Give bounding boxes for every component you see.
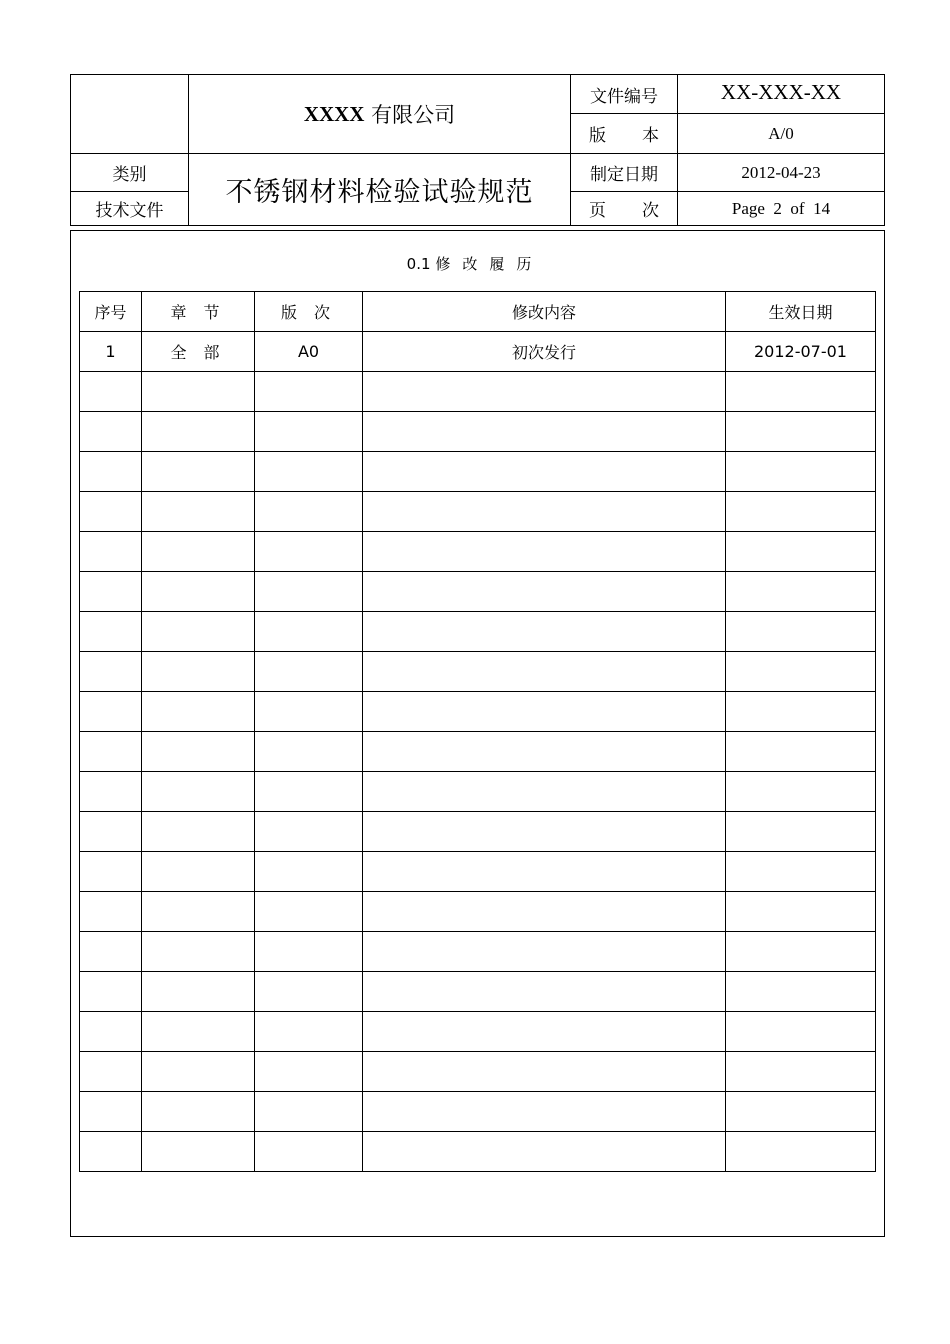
table-cell-col-version: A0 (255, 332, 363, 372)
section-title-text: 修改履历 (435, 255, 544, 273)
table-cell-col-effective-date (726, 932, 876, 972)
date-value: 2012-04-23 (741, 162, 821, 182)
table-row (80, 1052, 876, 1092)
table-cell-col-version (255, 412, 363, 452)
table-cell-col-content (363, 412, 726, 452)
table-cell-col-version (255, 852, 363, 892)
table-cell-col-chapter (142, 532, 255, 572)
table-row (80, 372, 876, 412)
table-cell-col-version (255, 732, 363, 772)
table-cell-col-effective-date (726, 692, 876, 732)
table-cell-col-version (255, 1052, 363, 1092)
table-cell-col-seq (80, 1132, 142, 1172)
table-cell-col-content (363, 1052, 726, 1092)
table-row (80, 1132, 876, 1172)
table-cell-col-seq (80, 452, 142, 492)
table-cell-col-content (363, 732, 726, 772)
table-cell-col-effective-date (726, 892, 876, 932)
table-row (80, 612, 876, 652)
table-cell-col-effective-date (726, 812, 876, 852)
table-cell-col-seq (80, 492, 142, 532)
table-cell-col-chapter (142, 1012, 255, 1052)
document-title: 不锈钢材料检验试验规范 (225, 177, 534, 208)
table-cell-col-version (255, 812, 363, 852)
table-cell-col-chapter (142, 652, 255, 692)
table-cell-col-effective-date (726, 532, 876, 572)
table-row (80, 532, 876, 572)
table-cell-col-chapter (142, 1132, 255, 1172)
table-row (80, 972, 876, 1012)
date-label: 制定日期 (590, 165, 658, 185)
header-col-seq: 序号 (80, 292, 142, 332)
category-value: 技术文件 (95, 201, 164, 221)
table-cell-col-content (363, 1012, 726, 1052)
table-row (80, 812, 876, 852)
table-header-row (80, 292, 876, 332)
table-cell-col-seq (80, 1052, 142, 1092)
table-cell-col-seq (80, 772, 142, 812)
table-cell-col-chapter (142, 1052, 255, 1092)
table-cell-col-version (255, 572, 363, 612)
table-cell-col-content (363, 932, 726, 972)
table-cell-col-chapter (142, 852, 255, 892)
header-col-version: 版 次 (255, 292, 363, 332)
table-cell-col-content (363, 692, 726, 732)
page-label-part: 页 (589, 201, 606, 221)
table-cell-col-content (363, 1132, 726, 1172)
table-cell-col-version (255, 1132, 363, 1172)
table-cell-col-content (363, 612, 726, 652)
table-cell-col-seq (80, 852, 142, 892)
table-cell-col-version (255, 372, 363, 412)
table-row (80, 652, 876, 692)
section-number: 0.1 (406, 255, 431, 273)
document-header (70, 74, 885, 226)
table-cell-col-version (255, 652, 363, 692)
table-cell-col-version (255, 892, 363, 932)
table-cell-col-effective-date (726, 852, 876, 892)
table-cell-col-seq (80, 612, 142, 652)
version-label-part: 本 (642, 126, 659, 146)
table-row (80, 772, 876, 812)
table-cell-col-version (255, 532, 363, 572)
table-cell-col-effective-date (726, 1132, 876, 1172)
table-cell-col-version (255, 1092, 363, 1132)
table-cell-col-version (255, 492, 363, 532)
table-cell-col-seq (80, 932, 142, 972)
table-row (80, 852, 876, 892)
table-cell-col-chapter (142, 932, 255, 972)
table-cell-col-seq (80, 892, 142, 932)
table-cell-col-effective-date (726, 572, 876, 612)
table-cell-col-seq (80, 1012, 142, 1052)
header-col-effective-date: 生效日期 (726, 292, 876, 332)
table-row (80, 692, 876, 732)
company-name-suffix: 有限公司 (371, 103, 456, 127)
table-cell-col-effective-date (726, 492, 876, 532)
table-row (80, 732, 876, 772)
table-cell-col-effective-date (726, 652, 876, 692)
table-row (80, 412, 876, 452)
table-cell-col-content (363, 372, 726, 412)
table-cell-col-chapter (142, 612, 255, 652)
version-value: A/0 (768, 123, 794, 143)
doc-number-value: XX-XXX-XX (720, 79, 842, 104)
table-cell-col-seq (80, 812, 142, 852)
table-cell-col-version (255, 612, 363, 652)
table-cell-col-chapter (142, 372, 255, 412)
header-col-content: 修改内容 (363, 292, 726, 332)
table-cell-col-seq (80, 412, 142, 452)
table-cell-col-chapter (142, 1092, 255, 1132)
table-cell-col-seq (80, 972, 142, 1012)
table-cell-col-effective-date (726, 372, 876, 412)
table-cell-col-chapter (142, 772, 255, 812)
header-col-chapter: 章 节 (142, 292, 255, 332)
table-cell-col-seq (80, 732, 142, 772)
table-cell-col-chapter (142, 492, 255, 532)
table-cell-col-content (363, 972, 726, 1012)
table-cell-col-version (255, 772, 363, 812)
company-name-bold: XXXX (303, 101, 365, 126)
table-cell-col-seq (80, 692, 142, 732)
table-cell-col-effective-date (726, 1092, 876, 1132)
table-cell-col-content (363, 852, 726, 892)
table-cell-col-content (363, 892, 726, 932)
table-cell-col-content (363, 492, 726, 532)
table-cell-col-seq (80, 372, 142, 412)
table-row (80, 452, 876, 492)
table-cell-col-seq (80, 532, 142, 572)
company-name (189, 75, 570, 153)
table-cell-col-effective-date (726, 1012, 876, 1052)
table-cell-col-content (363, 572, 726, 612)
table-row (80, 1012, 876, 1052)
revision-history-table (79, 291, 876, 1172)
table-row (80, 932, 876, 972)
table-cell-col-version (255, 452, 363, 492)
table-cell-col-version (255, 692, 363, 732)
table-cell-col-version (255, 932, 363, 972)
table-cell-col-content (363, 532, 726, 572)
table-cell-col-effective-date (726, 612, 876, 652)
table-cell-col-chapter (142, 452, 255, 492)
table-cell-col-version (255, 1012, 363, 1052)
table-cell-col-chapter (142, 812, 255, 852)
table-cell-col-version (255, 972, 363, 1012)
section-title (0, 253, 950, 274)
version-label (571, 114, 677, 153)
table-cell-col-effective-date (726, 412, 876, 452)
table-cell-col-content (363, 1092, 726, 1132)
table-cell-col-content (363, 772, 726, 812)
table-cell-col-seq: 1 (80, 332, 142, 372)
version-label-part: 版 (589, 126, 606, 146)
page-label (571, 192, 677, 225)
table-cell-col-content (363, 812, 726, 852)
table-cell-col-effective-date (726, 1052, 876, 1092)
doc-number-label: 文件编号 (590, 86, 658, 107)
table-cell-col-content: 初次发行 (363, 332, 726, 372)
table-cell-col-seq (80, 1092, 142, 1132)
table-cell-col-effective-date (726, 772, 876, 812)
table-row (80, 572, 876, 612)
page-label-part: 次 (642, 201, 659, 221)
table-cell-col-seq (80, 572, 142, 612)
table-cell-col-chapter (142, 892, 255, 932)
table-cell-col-content (363, 652, 726, 692)
table-row (80, 332, 876, 372)
table-cell-col-chapter: 全 部 (142, 332, 255, 372)
table-cell-col-seq (80, 652, 142, 692)
table-row (80, 492, 876, 532)
category-label: 类别 (112, 165, 147, 185)
table-cell-col-effective-date (726, 452, 876, 492)
table-cell-col-chapter (142, 972, 255, 1012)
table-cell-col-chapter (142, 572, 255, 612)
table-row (80, 892, 876, 932)
table-cell-col-effective-date (726, 972, 876, 1012)
table-row (80, 1092, 876, 1132)
table-cell-col-effective-date (726, 732, 876, 772)
page-value: Page 2 of 14 (731, 198, 831, 218)
table-cell-col-chapter (142, 412, 255, 452)
table-cell-col-content (363, 452, 726, 492)
table-cell-col-chapter (142, 692, 255, 732)
table-cell-col-chapter (142, 732, 255, 772)
table-cell-col-effective-date: 2012-07-01 (726, 332, 876, 372)
